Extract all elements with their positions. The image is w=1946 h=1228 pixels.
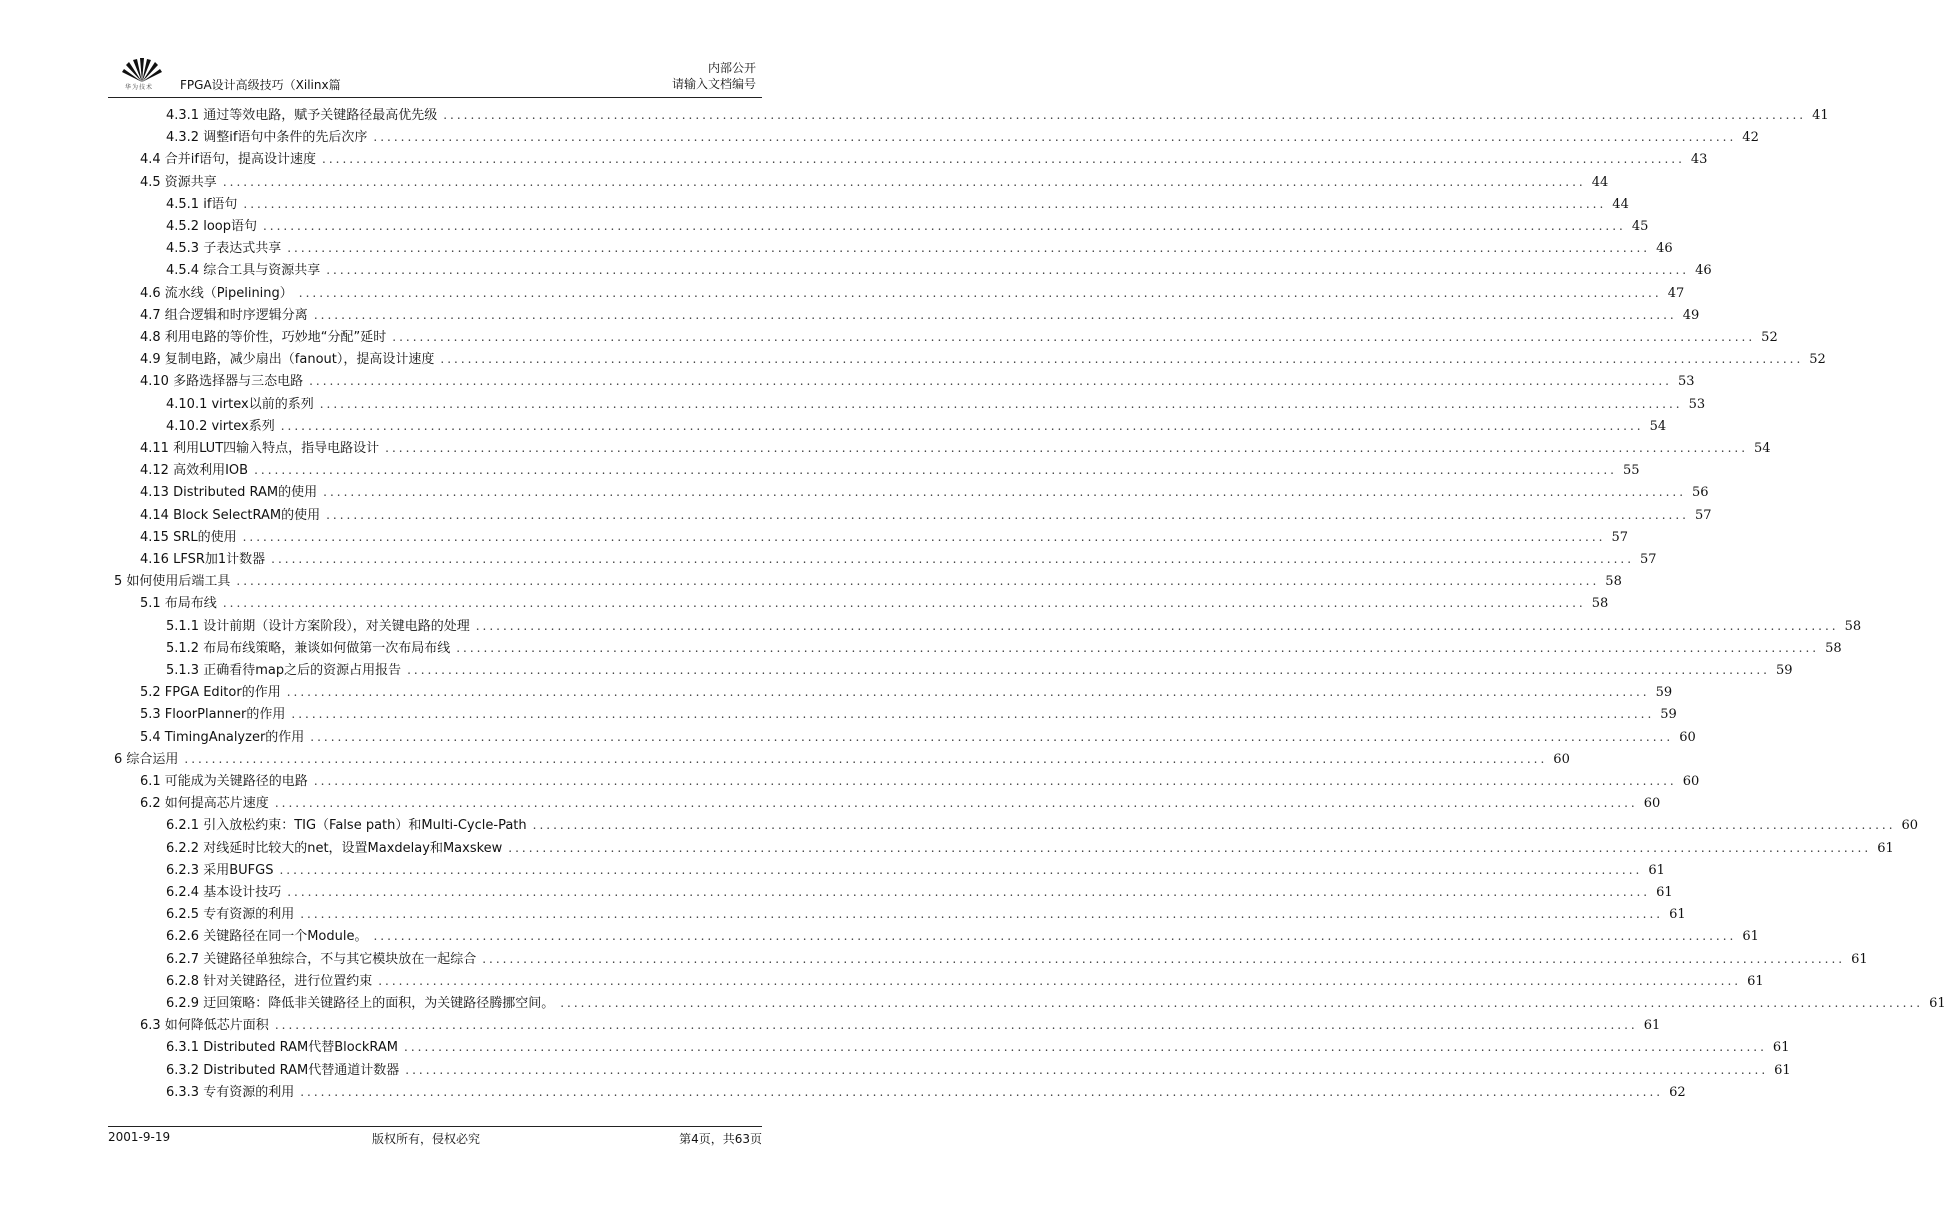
toc-dot-leader: ........................................................................................................................................................................................................ — [310, 729, 1674, 744]
toc-entry-title: 6.2.2 对线延时比较大的net，设置Maxdelay和Maxskew — [166, 840, 503, 856]
toc-entry[interactable] — [0, 637, 1842, 657]
classification-label: 内部公开 — [707, 61, 756, 75]
toc-dot-leader: ........................................................................................................................................................................................................ — [242, 529, 1606, 544]
toc-entry-page: 54 — [1754, 441, 1771, 456]
toc-dot-leader: ........................................................................................................................................................................................................ — [271, 552, 1635, 566]
toc-entry-title: 6.2.8 针对关键路径，进行位置约束 — [166, 973, 373, 989]
toc-entry-page: 58 — [1591, 596, 1609, 612]
toc-entry[interactable] — [0, 237, 1673, 257]
toc-entry-page: 46 — [1695, 263, 1712, 279]
toc-entry-title: 5.2 FPGA Editor的作用 — [140, 685, 281, 701]
toc-entry-page: 57 — [1611, 529, 1629, 545]
toc-entry-title: 6.3.1 Distributed RAM代替BlockRAM — [166, 1040, 399, 1056]
document-number: 请输入文档编号 — [671, 77, 756, 91]
toc-entry-title: 4.15 SRL的使用 — [140, 529, 237, 545]
header-rule — [108, 97, 762, 98]
toc-entry[interactable] — [0, 925, 1759, 945]
toc-entry-title: 6.2.9 迂回策略：降低非关键路径上的面积，为关键路径腾挪空间。 — [166, 996, 555, 1011]
toc-entry-page: 54 — [1649, 418, 1667, 434]
toc-entry[interactable] — [0, 348, 1826, 368]
toc-entry-title: 5.1.3 正确看待map之后的资源占用报告 — [166, 663, 402, 678]
toc-entry[interactable] — [0, 948, 1868, 968]
toc-dot-leader: ........................................................................................................................................................................................................ — [378, 973, 1742, 988]
toc-entry-page: 61 — [1774, 1062, 1791, 1078]
toc-entry[interactable] — [0, 970, 1764, 990]
footer-page-info: 第4页，共63页 — [679, 1132, 762, 1146]
toc-entry-page: 61 — [1851, 951, 1868, 967]
shell-logo-icon — [120, 54, 164, 84]
toc-entry[interactable] — [0, 104, 1829, 124]
toc-dot-leader: ........................................................................................................................................................................................................ — [254, 463, 1617, 478]
toc-entry-title: 6.2.3 采用BUFGS — [166, 862, 274, 878]
toc-entry-page: 59 — [1655, 685, 1673, 701]
toc-entry-title: 4.16 LFSR加1计数器 — [140, 552, 266, 567]
toc-entry[interactable] — [0, 837, 1894, 857]
toc-entry-title: 5.3 FloorPlanner的作用 — [140, 707, 286, 723]
toc-entry-title: 4.5.1 if语句 — [166, 196, 238, 212]
toc-entry[interactable] — [0, 726, 1696, 746]
toc-dot-leader: ........................................................................................................................................................................................................ — [313, 307, 1677, 322]
toc-entry-title: 6.2.7 关键路径单独综合，不与其它模块放在一起综合 — [166, 951, 477, 967]
toc-entry[interactable] — [0, 504, 1712, 524]
toc-entry[interactable] — [0, 526, 1629, 546]
toc-entry[interactable] — [0, 659, 1793, 679]
toc-entry-page: 53 — [1688, 396, 1706, 412]
toc-entry-title: 4.3.1 通过等效电路，赋予关键路径最高优先级 — [166, 108, 438, 123]
toc-entry-title: 5.1 布局布线 — [140, 596, 217, 612]
toc-entry[interactable] — [0, 881, 1673, 901]
toc-dot-leader: ........................................................................................................................................................................................................ — [222, 174, 1586, 189]
toc-entry-title: 4.9 复制电路，减少扇出（fanout），提高设计速度 — [140, 352, 435, 368]
toc-dot-leader: ........................................................................................................................................................................................................ — [482, 951, 1846, 966]
toc-dot-leader: ........................................................................................................................................................................................................ — [262, 219, 1626, 233]
toc-entry-title: 4.6 流水线（Pipelining） — [140, 285, 293, 301]
toc-entry-page: 61 — [1643, 1018, 1661, 1034]
toc-dot-leader: ........................................................................................................................................................................................................ — [443, 108, 1807, 122]
toc-entry-title: 5.1.2 布局布线策略，兼谈如何做第一次布局布线 — [166, 640, 451, 656]
toc-dot-leader: ........................................................................................................................................................................................................ — [326, 507, 1689, 522]
toc-entry[interactable] — [0, 703, 1677, 723]
toc-entry[interactable] — [0, 548, 1657, 568]
toc-dot-leader: ........................................................................................................................................................................................................ — [274, 796, 1638, 811]
toc-entry[interactable] — [0, 148, 1708, 168]
toc-dot-leader: ........................................................................................................................................................................................................ — [319, 396, 1683, 411]
toc-entry[interactable] — [0, 748, 1570, 768]
toc-entry-title: 6.3 如何降低芯片面积 — [140, 1018, 269, 1034]
toc-dot-leader: ........................................................................................................................................................................................................ — [287, 241, 1651, 256]
toc-entry-page: 59 — [1660, 707, 1677, 723]
toc-entry-page: 56 — [1692, 485, 1709, 501]
toc-entry-title: 6.2 如何提高芯片速度 — [140, 796, 269, 812]
toc-entry-title: 5 如何使用后端工具 — [114, 574, 231, 590]
toc-entry[interactable] — [0, 570, 1622, 590]
toc-dot-leader: ........................................................................................................................................................................................................ — [532, 818, 1896, 833]
toc-dot-leader: ........................................................................................................................................................................................................ — [405, 1062, 1769, 1077]
toc-dot-leader: ........................................................................................................................................................................................................ — [280, 418, 1644, 433]
toc-entry-page: 61 — [1747, 973, 1764, 989]
toc-entry[interactable] — [0, 304, 1700, 324]
toc-dot-leader: ........................................................................................................................................................................................................ — [291, 707, 1655, 722]
toc-entry-page: 58 — [1844, 618, 1862, 634]
toc-entry[interactable] — [0, 215, 1649, 235]
toc-entry-title: 6.3.3 专有资源的利用 — [166, 1084, 295, 1100]
toc-entry-title: 6.2.1 引入放松约束：TIG（False path）和Multi-Cycle-Path — [166, 818, 527, 834]
toc-entry-title: 5.1.1 设计前期（设计方案阶段），对关键电路的处理 — [166, 618, 470, 634]
toc-entry-title: 4.10.1 virtex以前的系列 — [166, 396, 314, 412]
toc-entry-title: 6.3.2 Distributed RAM代替通道计数器 — [166, 1062, 400, 1078]
toc-entry-title: 6.2.4 基本设计技巧 — [166, 885, 282, 900]
toc-entry-title: 4.7 组合逻辑和时序逻辑分离 — [140, 307, 308, 323]
toc-entry-page: 60 — [1679, 729, 1696, 745]
toc-entry-title: 4.13 Distributed RAM的使用 — [140, 485, 318, 501]
toc-entry-title: 6 综合运用 — [114, 751, 179, 767]
toc-entry[interactable] — [0, 193, 1629, 213]
toc-entry-page: 61 — [1669, 907, 1686, 923]
toc-entry-page: 47 — [1667, 285, 1685, 301]
toc-entry-page: 53 — [1677, 374, 1695, 390]
toc-entry[interactable] — [0, 1036, 1790, 1056]
toc-entry-page: 52 — [1809, 352, 1826, 368]
toc-entry[interactable] — [0, 437, 1771, 457]
toc-entry[interactable] — [0, 814, 1919, 834]
toc-entry[interactable] — [0, 282, 1685, 302]
toc-dot-leader: ........................................................................................................................................................................................................ — [440, 352, 1804, 367]
footer-date: 2001-9-19 — [108, 1130, 171, 1144]
toc-entry-page: 58 — [1605, 574, 1622, 590]
toc-entry-title: 6.2.5 专有资源的利用 — [166, 907, 295, 923]
toc-entry-page: 43 — [1690, 152, 1708, 168]
toc-entry[interactable] — [0, 903, 1686, 923]
toc-entry-page: 61 — [1772, 1040, 1790, 1056]
toc-entry-title: 6.2.6 关键路径在同一个Module。 — [166, 929, 368, 945]
toc-entry[interactable] — [0, 592, 1609, 612]
toc-entry[interactable] — [0, 259, 1712, 279]
toc-entry[interactable] — [0, 415, 1667, 435]
toc-entry[interactable] — [0, 770, 1700, 790]
toc-entry-page: 41 — [1812, 108, 1829, 123]
toc-dot-leader: ........................................................................................................................................................................................................ — [322, 152, 1685, 167]
toc-entry-title: 4.4 合并if语句，提高设计速度 — [140, 152, 316, 168]
toc-entry[interactable] — [0, 1081, 1686, 1101]
header-meta — [672, 60, 756, 92]
toc-entry[interactable] — [0, 481, 1709, 501]
footer-rule — [108, 1126, 762, 1127]
toc-entry[interactable] — [0, 326, 1778, 346]
toc-entry-page: 44 — [1591, 174, 1609, 190]
toc-dot-leader: ........................................................................................................................................................................................................ — [286, 685, 1650, 700]
toc-entry-title: 4.11 利用LUT四输入特点，指导电路设计 — [140, 441, 380, 456]
toc-entry-title: 4.5.3 子表达式共享 — [166, 241, 282, 257]
toc-dot-leader: ........................................................................................................................................................................................................ — [222, 596, 1586, 611]
toc-dot-leader: ........................................................................................................................................................................................................ — [298, 285, 1662, 300]
toc-entry-title: 4.10.2 virtex系列 — [166, 418, 275, 434]
toc-entry-page: 49 — [1682, 307, 1700, 323]
toc-entry-title: 4.5.4 综合工具与资源共享 — [166, 263, 321, 279]
toc-entry-page: 61 — [1742, 929, 1759, 945]
toc-entry-page: 62 — [1669, 1084, 1686, 1100]
toc-dot-leader: ........................................................................................................................................................................................................ — [279, 862, 1643, 877]
toc-dot-leader: ........................................................................................................................................................................................................ — [313, 774, 1677, 788]
toc-entry-title: 5.4 TimingAnalyzer的作用 — [140, 729, 305, 745]
toc-dot-leader: ........................................................................................................................................................................................................ — [287, 885, 1651, 899]
toc-entry-page: 60 — [1643, 796, 1661, 812]
toc-dot-leader: ........................................................................................................................................................................................................ — [243, 196, 1607, 211]
toc-dot-leader: ........................................................................................................................................................................................................ — [407, 663, 1770, 677]
toc-dot-leader: ........................................................................................................................................................................................................ — [274, 1018, 1638, 1033]
toc-dot-leader: ........................................................................................................................................................................................................ — [236, 574, 1600, 589]
toc-entry-title: 4.12 高效利用IOB — [140, 463, 249, 479]
toc-dot-leader: ........................................................................................................................................................................................................ — [323, 485, 1687, 500]
toc-dot-leader: ........................................................................................................................................................................................................ — [326, 263, 1690, 278]
toc-entry-page: 60 — [1901, 818, 1919, 834]
toc-entry-page: 61 — [1877, 840, 1894, 856]
toc-entry-title: 4.8 利用电路的等价性，巧妙地“分配”延时 — [140, 330, 387, 345]
toc-entry-page: 61 — [1656, 885, 1673, 900]
toc-dot-leader: ........................................................................................................................................................................................................ — [508, 840, 1872, 855]
toc-entry-title: 4.3.2 调整if语句中条件的先后次序 — [166, 130, 368, 146]
toc-dot-leader: ........................................................................................................................................................................................................ — [373, 130, 1737, 145]
toc-dot-leader: ........................................................................................................................................................................................................ — [560, 996, 1924, 1010]
toc-entry-page: 61 — [1648, 862, 1665, 878]
toc-entry[interactable] — [0, 126, 1759, 146]
toc-entry[interactable] — [0, 370, 1695, 390]
toc-entry-page: 52 — [1761, 330, 1778, 345]
toc-entry[interactable] — [0, 1014, 1661, 1034]
toc-dot-leader: ........................................................................................................................................................................................................ — [385, 441, 1749, 455]
toc-entry-title: 4.5.2 loop语句 — [166, 219, 257, 234]
toc-entry-page: 59 — [1775, 663, 1793, 678]
toc-entry-page: 57 — [1694, 507, 1712, 523]
footer-copyright: 版权所有，侵权必究 — [372, 1132, 481, 1146]
toc-entry[interactable] — [0, 615, 1862, 635]
toc-dot-leader: ........................................................................................................................................................................................................ — [373, 929, 1737, 944]
toc-entry[interactable] — [0, 171, 1609, 191]
toc-entry[interactable] — [0, 992, 1946, 1012]
toc-entry-page: 45 — [1631, 219, 1649, 234]
toc-entry[interactable] — [0, 459, 1640, 479]
toc-entry-page: 60 — [1682, 774, 1700, 789]
toc-entry-title: 6.1 可能成为关键路径的电路 — [140, 774, 308, 789]
toc-entry-title: 4.14 Block SelectRAM的使用 — [140, 507, 321, 523]
toc-entry[interactable] — [0, 859, 1665, 879]
toc-dot-leader: ........................................................................................................................................................................................................ — [475, 618, 1839, 633]
toc-entry-page: 55 — [1622, 463, 1640, 479]
toc-entry-page: 46 — [1656, 241, 1673, 257]
toc-entry-title: 4.5 资源共享 — [140, 174, 217, 190]
toc-entry[interactable] — [0, 1059, 1791, 1079]
toc-dot-leader: ........................................................................................................................................................................................................ — [309, 374, 1672, 389]
toc-dot-leader: ........................................................................................................................................................................................................ — [300, 907, 1664, 922]
toc-entry-page: 60 — [1553, 751, 1570, 767]
toc-dot-leader: ........................................................................................................................................................................................................ — [184, 751, 1548, 766]
document-title: FPGA设计高级技巧（Xilinx篇 — [180, 78, 341, 92]
toc-entry-page: 42 — [1742, 130, 1759, 146]
toc-entry-page: 58 — [1825, 640, 1842, 656]
toc-entry-page: 61 — [1929, 996, 1946, 1011]
toc-entry-page: 57 — [1640, 552, 1657, 567]
toc-entry-page: 44 — [1612, 196, 1629, 212]
toc-entry[interactable] — [0, 681, 1673, 701]
toc-dot-leader: ........................................................................................................................................................................................................ — [404, 1040, 1767, 1055]
toc-entry[interactable] — [0, 792, 1661, 812]
toc-entry[interactable] — [0, 393, 1706, 413]
toc-dot-leader: ........................................................................................................................................................................................................ — [300, 1084, 1664, 1099]
toc-entry-title: 4.10 多路选择器与三态电路 — [140, 374, 304, 390]
logo-text: 华为技术 — [125, 84, 154, 91]
toc-dot-leader: ........................................................................................................................................................................................................ — [392, 330, 1756, 344]
toc-dot-leader: ........................................................................................................................................................................................................ — [456, 640, 1820, 655]
